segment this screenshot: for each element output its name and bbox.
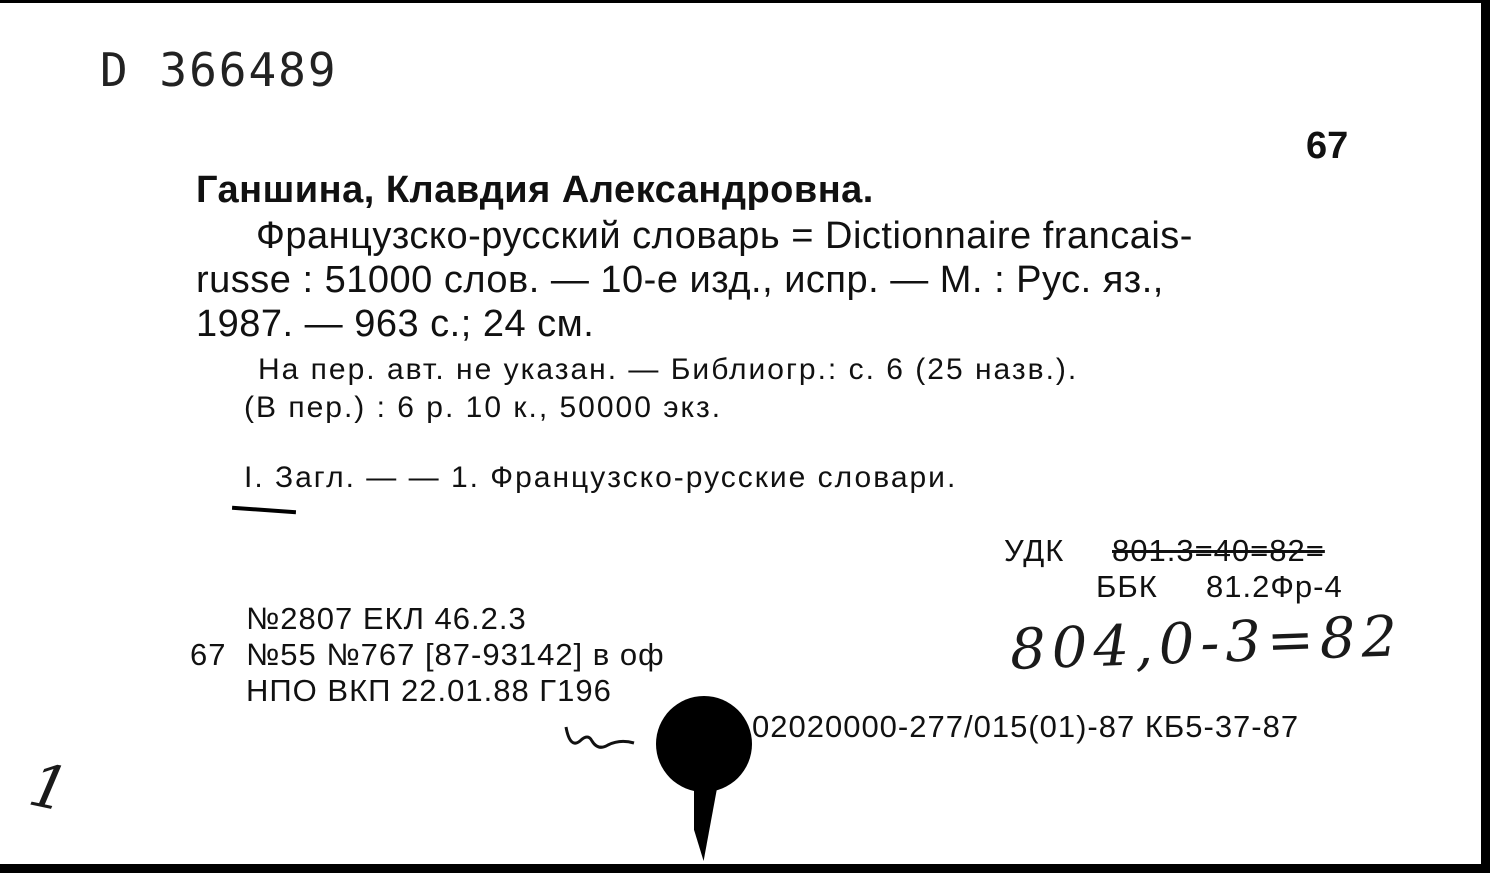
title-line-2: russe : 51000 слов. — 10-е изд., испр. — М. : Рус. яз., bbox=[196, 259, 1164, 301]
record-line-2: №55 №767 [87-93142] в оф bbox=[246, 637, 665, 672]
bbk-label: ББК bbox=[1096, 569, 1158, 604]
handwritten-mark: 1 bbox=[23, 749, 76, 827]
ink-drip bbox=[694, 783, 718, 861]
pen-dash bbox=[232, 506, 296, 514]
call-number: D 366489 bbox=[100, 43, 338, 97]
bbk-value: 81.2Фр-4 bbox=[1206, 569, 1343, 604]
udk-label: УДК bbox=[1004, 533, 1065, 568]
note-line-1: На пер. авт. не указан. — Библиогр.: с. 6 (25 назв.). bbox=[258, 353, 1079, 386]
record-line-2-prefix: 67 bbox=[190, 637, 227, 672]
title-line-1: Французско-русский словарь = Dictionnaire francais- bbox=[256, 215, 1193, 257]
record-line-3: НПО ВКП 22.01.88 Г196 bbox=[246, 673, 612, 708]
record-line-1: №2807 ЕКЛ 46.2.3 bbox=[246, 601, 527, 636]
author-heading: Ганшина, Клавдия Александровна. bbox=[196, 169, 874, 211]
udk-value: 801.3=40=82= bbox=[1112, 533, 1325, 568]
pen-squiggle bbox=[562, 719, 642, 759]
title-line-3: 1987. — 963 с.; 24 см. bbox=[196, 303, 595, 345]
handwritten-index: 804,0-3=82 bbox=[1008, 604, 1405, 683]
page-number: 67 bbox=[1306, 125, 1349, 167]
note-line-2: (В пер.) : 6 р. 10 к., 50000 экз. bbox=[244, 391, 723, 424]
ink-blot bbox=[656, 696, 752, 792]
isbn-code: 02020000-277/015(01)-87 КБ5-37-87 bbox=[752, 709, 1300, 744]
tracings: I. Загл. — — 1. Французско-русские словари. bbox=[244, 461, 958, 494]
